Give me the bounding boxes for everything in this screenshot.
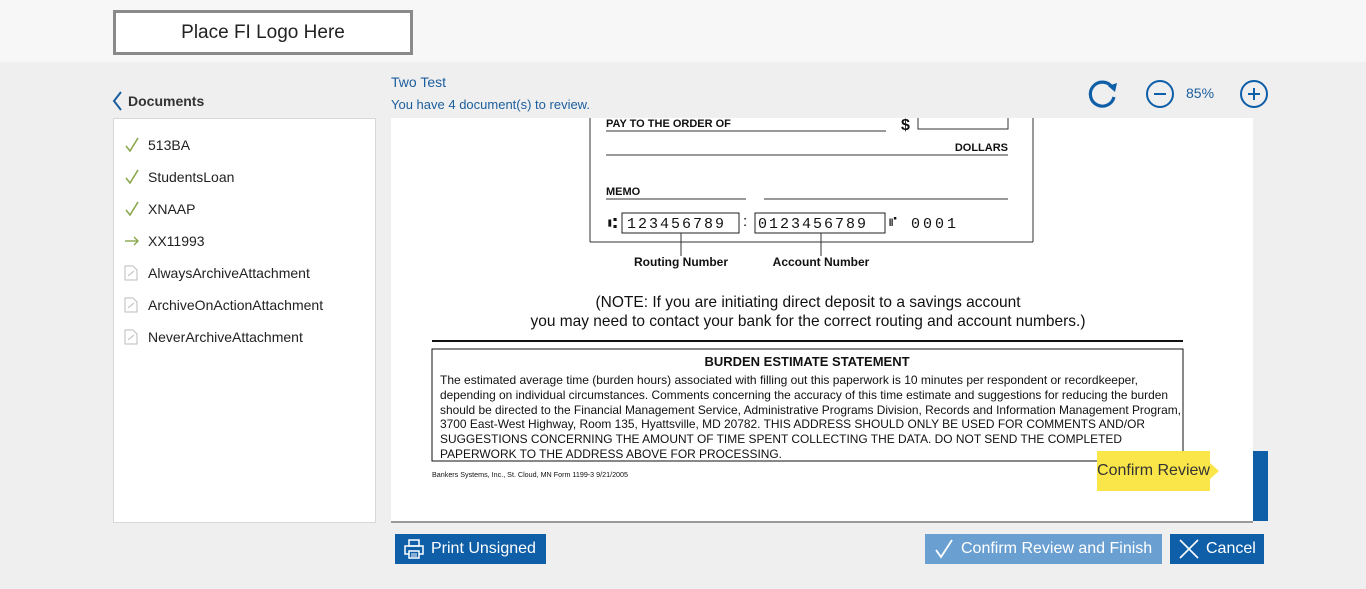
logo-placeholder: Place FI Logo Here xyxy=(113,10,413,55)
document-list-item-current[interactable] xyxy=(124,230,205,252)
micr-symbol: ⑈ xyxy=(889,214,897,229)
dollar-sign: $ xyxy=(901,118,910,134)
arrow-right-icon xyxy=(124,231,148,251)
micr-symbol: ⑆ xyxy=(608,215,618,232)
document-name: XNAAP xyxy=(148,201,196,217)
check-icon xyxy=(124,135,148,155)
micr-check-number: 0001 xyxy=(911,216,960,233)
print-unsigned-button[interactable] xyxy=(395,534,546,564)
burden-line: PAPERWORK TO THE ADDRESS ABOVE FOR PROCESSING. xyxy=(440,447,782,461)
micr-routing: 123456789 xyxy=(627,216,727,233)
scroll-indicator[interactable] xyxy=(1253,451,1268,521)
print-unsigned-label: Print Unsigned xyxy=(431,540,536,557)
burden-line: 3700 East-West Highway, Room 135, Hyattsville, MD 20782. THIS ADDRESS SHOULD ONLY BE USED FOR COMMENTS AND/OR xyxy=(440,417,1146,431)
document-list-item[interactable] xyxy=(124,166,234,188)
chevron-left-icon xyxy=(112,90,124,112)
burden-line: depending on individual circumstances. Comments concerning the accuracy of this time estimate and suggestions for reducing the burden xyxy=(440,388,1168,402)
check-icon xyxy=(124,167,148,187)
burden-line: The estimated average time (burden hours) associated with filling out this paperwork is 10 minutes per respondent or recordkeeper, xyxy=(440,373,1138,387)
form-footer: Bankers Systems, Inc., St. Cloud, MN Form 1199-3 9/21/2005 xyxy=(432,472,629,479)
documents-heading: Documents xyxy=(128,93,205,109)
confirm-review-finish-button[interactable] xyxy=(925,534,1162,564)
document-name: StudentsLoan xyxy=(148,169,235,185)
burden-title: BURDEN ESTIMATE STATEMENT xyxy=(704,354,910,369)
document-name: AlwaysArchiveAttachment xyxy=(148,265,310,281)
micr-account: 0123456789 xyxy=(758,216,869,233)
check-icon xyxy=(124,199,148,219)
zoom-in-button[interactable] xyxy=(1239,79,1269,109)
document-list xyxy=(113,118,376,523)
top-bar xyxy=(0,0,1366,62)
document-list-item[interactable] xyxy=(124,198,195,220)
documents-back-link[interactable] xyxy=(112,90,204,112)
minus-circle-icon xyxy=(1145,79,1175,109)
dollars-label: DOLLARS xyxy=(954,142,1008,154)
account-number-label: Account Number xyxy=(772,255,870,269)
burden-line: should be directed to the Financial Management Service, Administrative Programs Division, Records and Information Management Program, xyxy=(440,403,1181,417)
confirm-review-flag[interactable]: Confirm Review xyxy=(1097,451,1210,491)
check-icon xyxy=(933,538,955,560)
confirm-review-finish-label: Confirm Review and Finish xyxy=(961,540,1153,557)
burden-line: SUGGESTIONS CONCERNING THE AMOUNT OF TIME SPENT COLLECTING THE DATA. DO NOT SEND THE COMPLETED xyxy=(440,432,1123,446)
micr-separator: : xyxy=(743,213,748,230)
cancel-label: Cancel xyxy=(1206,540,1256,557)
document-name: XX11993 xyxy=(148,233,205,249)
document-icon xyxy=(124,327,148,347)
memo-label: MEMO xyxy=(606,186,641,198)
document-name: 513BA xyxy=(148,137,191,153)
routing-number-label: Routing Number xyxy=(634,255,728,269)
document-icon xyxy=(124,263,148,283)
note-line-1: (NOTE: If you are initiating direct deposit to a savings account xyxy=(595,294,1022,311)
document-list-item[interactable] xyxy=(124,294,323,316)
document-list-item[interactable] xyxy=(124,134,190,156)
review-count-text: You have 4 document(s) to review. xyxy=(391,97,590,112)
package-title: Two Test xyxy=(391,74,446,90)
note-line-2: you may need to contact your bank for the correct routing and account numbers.) xyxy=(530,313,1086,330)
refresh-icon xyxy=(1084,77,1120,111)
printer-icon xyxy=(403,538,425,560)
zoom-level: 85% xyxy=(1186,85,1215,101)
refresh-button[interactable] xyxy=(1084,77,1120,111)
zoom-out-button[interactable] xyxy=(1145,79,1175,109)
document-icon xyxy=(124,295,148,315)
document-list-item[interactable] xyxy=(124,326,303,348)
close-icon xyxy=(1178,538,1200,560)
cancel-button[interactable] xyxy=(1170,534,1264,564)
document-name: ArchiveOnActionAttachment xyxy=(148,297,324,313)
document-list-item[interactable] xyxy=(124,262,310,284)
document-name: NeverArchiveAttachment xyxy=(148,329,303,345)
plus-circle-icon xyxy=(1239,79,1269,109)
pay-to-label: PAY TO THE ORDER OF xyxy=(606,118,731,130)
